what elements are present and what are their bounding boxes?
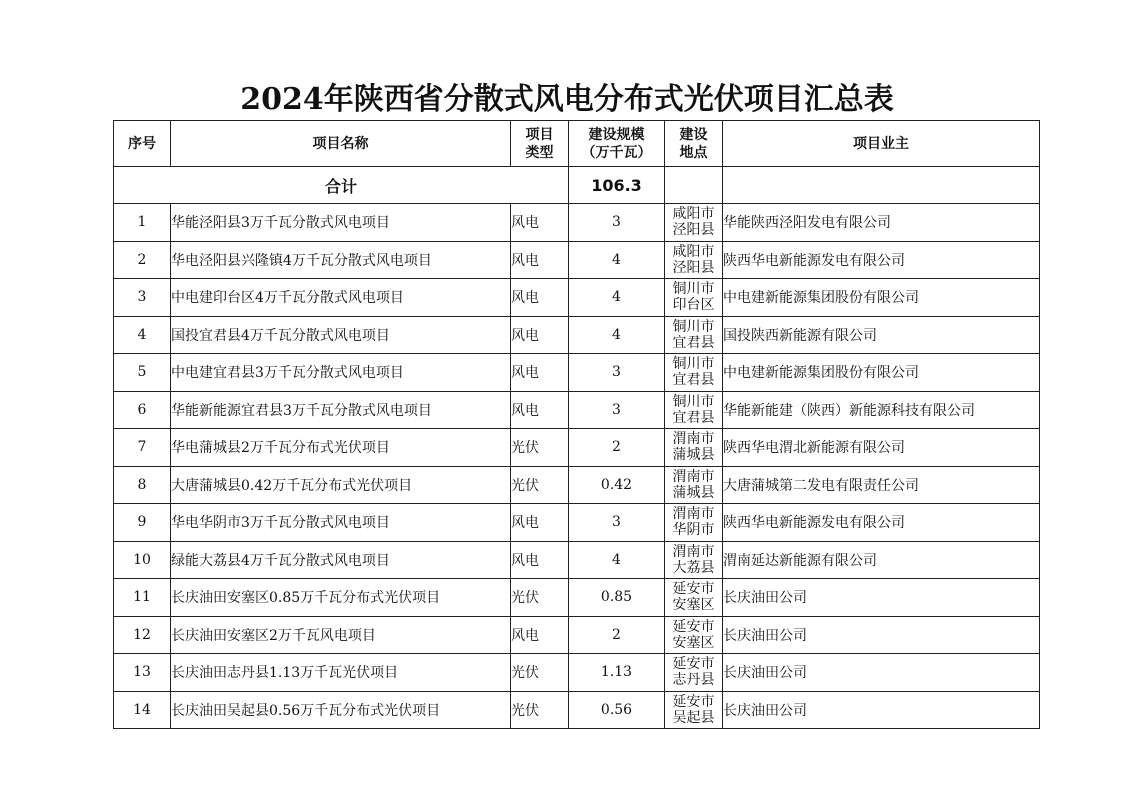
row-index: 8: [114, 466, 171, 504]
table-row: [114, 391, 1040, 429]
table-row: [114, 541, 1040, 579]
project-scale: 3: [569, 354, 665, 392]
header-type: [511, 121, 569, 167]
project-scale: 4: [569, 541, 665, 579]
project-name: 长庆油田志丹县1.13万千瓦光伏项目: [171, 654, 511, 692]
project-scale: 3: [569, 504, 665, 542]
project-scale: 4: [569, 316, 665, 354]
table-row: [114, 354, 1040, 392]
row-index: 2: [114, 241, 171, 279]
project-scale: 3: [569, 391, 665, 429]
project-type: 风电: [511, 391, 569, 429]
project-type: 风电: [511, 504, 569, 542]
table-row: [114, 579, 1040, 617]
project-type: 风电: [511, 279, 569, 317]
location-city: 渭南市: [672, 431, 715, 448]
location-city: 延安市: [672, 693, 715, 710]
project-owner: 渭南延达新能源有限公司: [723, 541, 1040, 579]
project-type: 风电: [511, 616, 569, 654]
project-name: 华电蒲城县2万千瓦分布式光伏项目: [171, 429, 511, 467]
project-name: 华能泾阳县3万千瓦分散式风电项目: [171, 204, 511, 242]
header-idx: 序号: [114, 121, 171, 167]
row-index: 13: [114, 654, 171, 692]
project-location: [665, 691, 723, 729]
location-city: 铜川市: [672, 318, 715, 335]
location-county: 蒲城县: [672, 447, 715, 464]
project-name: 绿能大荔县4万千瓦分散式风电项目: [171, 541, 511, 579]
location-city: 铜川市: [672, 356, 715, 373]
project-owner: 陕西华电渭北新能源有限公司: [723, 429, 1040, 467]
project-owner: 中电建新能源集团股份有限公司: [723, 354, 1040, 392]
header-type-line2: 类型: [525, 144, 554, 161]
table-row: [114, 691, 1040, 729]
location-county: 大荔县: [672, 559, 715, 576]
location-county: 安塞区: [672, 597, 715, 614]
page-title: 2024年陕西省分散式风电分布式光伏项目汇总表: [240, 82, 894, 117]
location-city: 咸阳市: [672, 206, 715, 223]
table-row: [114, 204, 1040, 242]
row-index: 9: [114, 504, 171, 542]
project-owner: 长庆油田公司: [723, 579, 1040, 617]
project-name: 大唐蒲城县0.42万千瓦分布式光伏项目: [171, 466, 511, 504]
location-county: 蒲城县: [672, 484, 715, 501]
header-scale-line2: （万千瓦）: [581, 144, 652, 161]
project-owner: 华能陕西泾阳发电有限公司: [723, 204, 1040, 242]
project-scale: 1.13: [569, 654, 665, 692]
project-name: 华电泾阳县兴隆镇4万千瓦分散式风电项目: [171, 241, 511, 279]
header-name: 项目名称: [171, 121, 511, 167]
row-index: 3: [114, 279, 171, 317]
project-name: 长庆油田安塞区0.85万千瓦分布式光伏项目: [171, 579, 511, 617]
header-location: [665, 121, 723, 167]
project-owner: 大唐蒲城第二发电有限责任公司: [723, 466, 1040, 504]
project-location: [665, 466, 723, 504]
project-type: 风电: [511, 541, 569, 579]
project-location: [665, 279, 723, 317]
project-location: [665, 579, 723, 617]
location-county: 吴起县: [672, 709, 715, 726]
project-summary-table: [113, 120, 1040, 729]
row-index: 7: [114, 429, 171, 467]
project-owner: 陕西华电新能源发电有限公司: [723, 504, 1040, 542]
row-index: 5: [114, 354, 171, 392]
project-owner: 长庆油田公司: [723, 616, 1040, 654]
project-location: [665, 391, 723, 429]
project-scale: 4: [569, 241, 665, 279]
location-county: 泾阳县: [672, 222, 715, 239]
location-city: 渭南市: [672, 506, 715, 523]
project-location: [665, 204, 723, 242]
location-county: 印台区: [672, 297, 715, 314]
row-index: 10: [114, 541, 171, 579]
header-owner: 项目业主: [723, 121, 1040, 167]
location-city: 延安市: [672, 581, 715, 598]
table-row: [114, 429, 1040, 467]
table-header-row: [114, 121, 1040, 167]
project-location: [665, 429, 723, 467]
location-county: 泾阳县: [672, 259, 715, 276]
location-city: 延安市: [672, 656, 715, 673]
location-city: 渭南市: [672, 543, 715, 560]
table-row: [114, 316, 1040, 354]
project-location: [665, 504, 723, 542]
row-index: 12: [114, 616, 171, 654]
project-name: 中电建宜君县3万千瓦分散式风电项目: [171, 354, 511, 392]
project-scale: 4: [569, 279, 665, 317]
project-type: 光伏: [511, 429, 569, 467]
project-owner: 中电建新能源集团股份有限公司: [723, 279, 1040, 317]
project-location: [665, 654, 723, 692]
location-county: 志丹县: [672, 672, 715, 689]
header-type-line1: 项目: [525, 126, 554, 143]
project-location: [665, 354, 723, 392]
project-type: 光伏: [511, 654, 569, 692]
header-scale: [569, 121, 665, 167]
project-type: 光伏: [511, 466, 569, 504]
location-county: 宜君县: [672, 334, 715, 351]
project-owner: 国投陕西新能源有限公司: [723, 316, 1040, 354]
header-location-line1: 建设: [679, 126, 708, 143]
row-index: 11: [114, 579, 171, 617]
table-row: [114, 616, 1040, 654]
total-value: 106.3: [569, 167, 665, 204]
row-index: 14: [114, 691, 171, 729]
project-location: [665, 316, 723, 354]
project-type: 风电: [511, 354, 569, 392]
project-scale: 3: [569, 204, 665, 242]
location-city: 铜川市: [672, 393, 715, 410]
project-name: 中电建印台区4万千瓦分散式风电项目: [171, 279, 511, 317]
header-location-line2: 地点: [679, 144, 708, 161]
location-county: 安塞区: [672, 634, 715, 651]
total-empty-owner: [723, 167, 1040, 204]
table-row: [114, 466, 1040, 504]
project-owner: 华能新能建（陕西）新能源科技有限公司: [723, 391, 1040, 429]
project-name: 长庆油田安塞区2万千瓦风电项目: [171, 616, 511, 654]
table-row: [114, 241, 1040, 279]
table-row: [114, 504, 1040, 542]
project-scale: 2: [569, 429, 665, 467]
project-scale: 0.42: [569, 466, 665, 504]
row-index: 6: [114, 391, 171, 429]
project-owner: 长庆油田公司: [723, 691, 1040, 729]
location-city: 延安市: [672, 618, 715, 635]
row-index: 4: [114, 316, 171, 354]
project-type: 风电: [511, 316, 569, 354]
project-owner: 陕西华电新能源发电有限公司: [723, 241, 1040, 279]
project-scale: 0.56: [569, 691, 665, 729]
project-location: [665, 616, 723, 654]
location-city: 咸阳市: [672, 243, 715, 260]
project-name: 华能新能源宜君县3万千瓦分散式风电项目: [171, 391, 511, 429]
total-row: [114, 167, 1040, 204]
table-row: [114, 654, 1040, 692]
project-name: 长庆油田吴起县0.56万千瓦分布式光伏项目: [171, 691, 511, 729]
project-type: 光伏: [511, 579, 569, 617]
project-owner: 长庆油田公司: [723, 654, 1040, 692]
location-city: 铜川市: [672, 281, 715, 298]
project-scale: 2: [569, 616, 665, 654]
location-county: 华阴市: [672, 522, 715, 539]
project-location: [665, 241, 723, 279]
project-name: 华电华阴市3万千瓦分散式风电项目: [171, 504, 511, 542]
project-type: 风电: [511, 204, 569, 242]
project-type: 光伏: [511, 691, 569, 729]
total-label: 合计: [114, 167, 569, 204]
location-city: 渭南市: [672, 468, 715, 485]
table-row: [114, 279, 1040, 317]
header-scale-line1: 建设规模: [588, 126, 645, 143]
project-scale: 0.85: [569, 579, 665, 617]
row-index: 1: [114, 204, 171, 242]
location-county: 宜君县: [672, 409, 715, 426]
total-empty-location: [665, 167, 723, 204]
project-name: 国投宜君县4万千瓦分散式风电项目: [171, 316, 511, 354]
location-county: 宜君县: [672, 372, 715, 389]
project-location: [665, 541, 723, 579]
project-type: 风电: [511, 241, 569, 279]
